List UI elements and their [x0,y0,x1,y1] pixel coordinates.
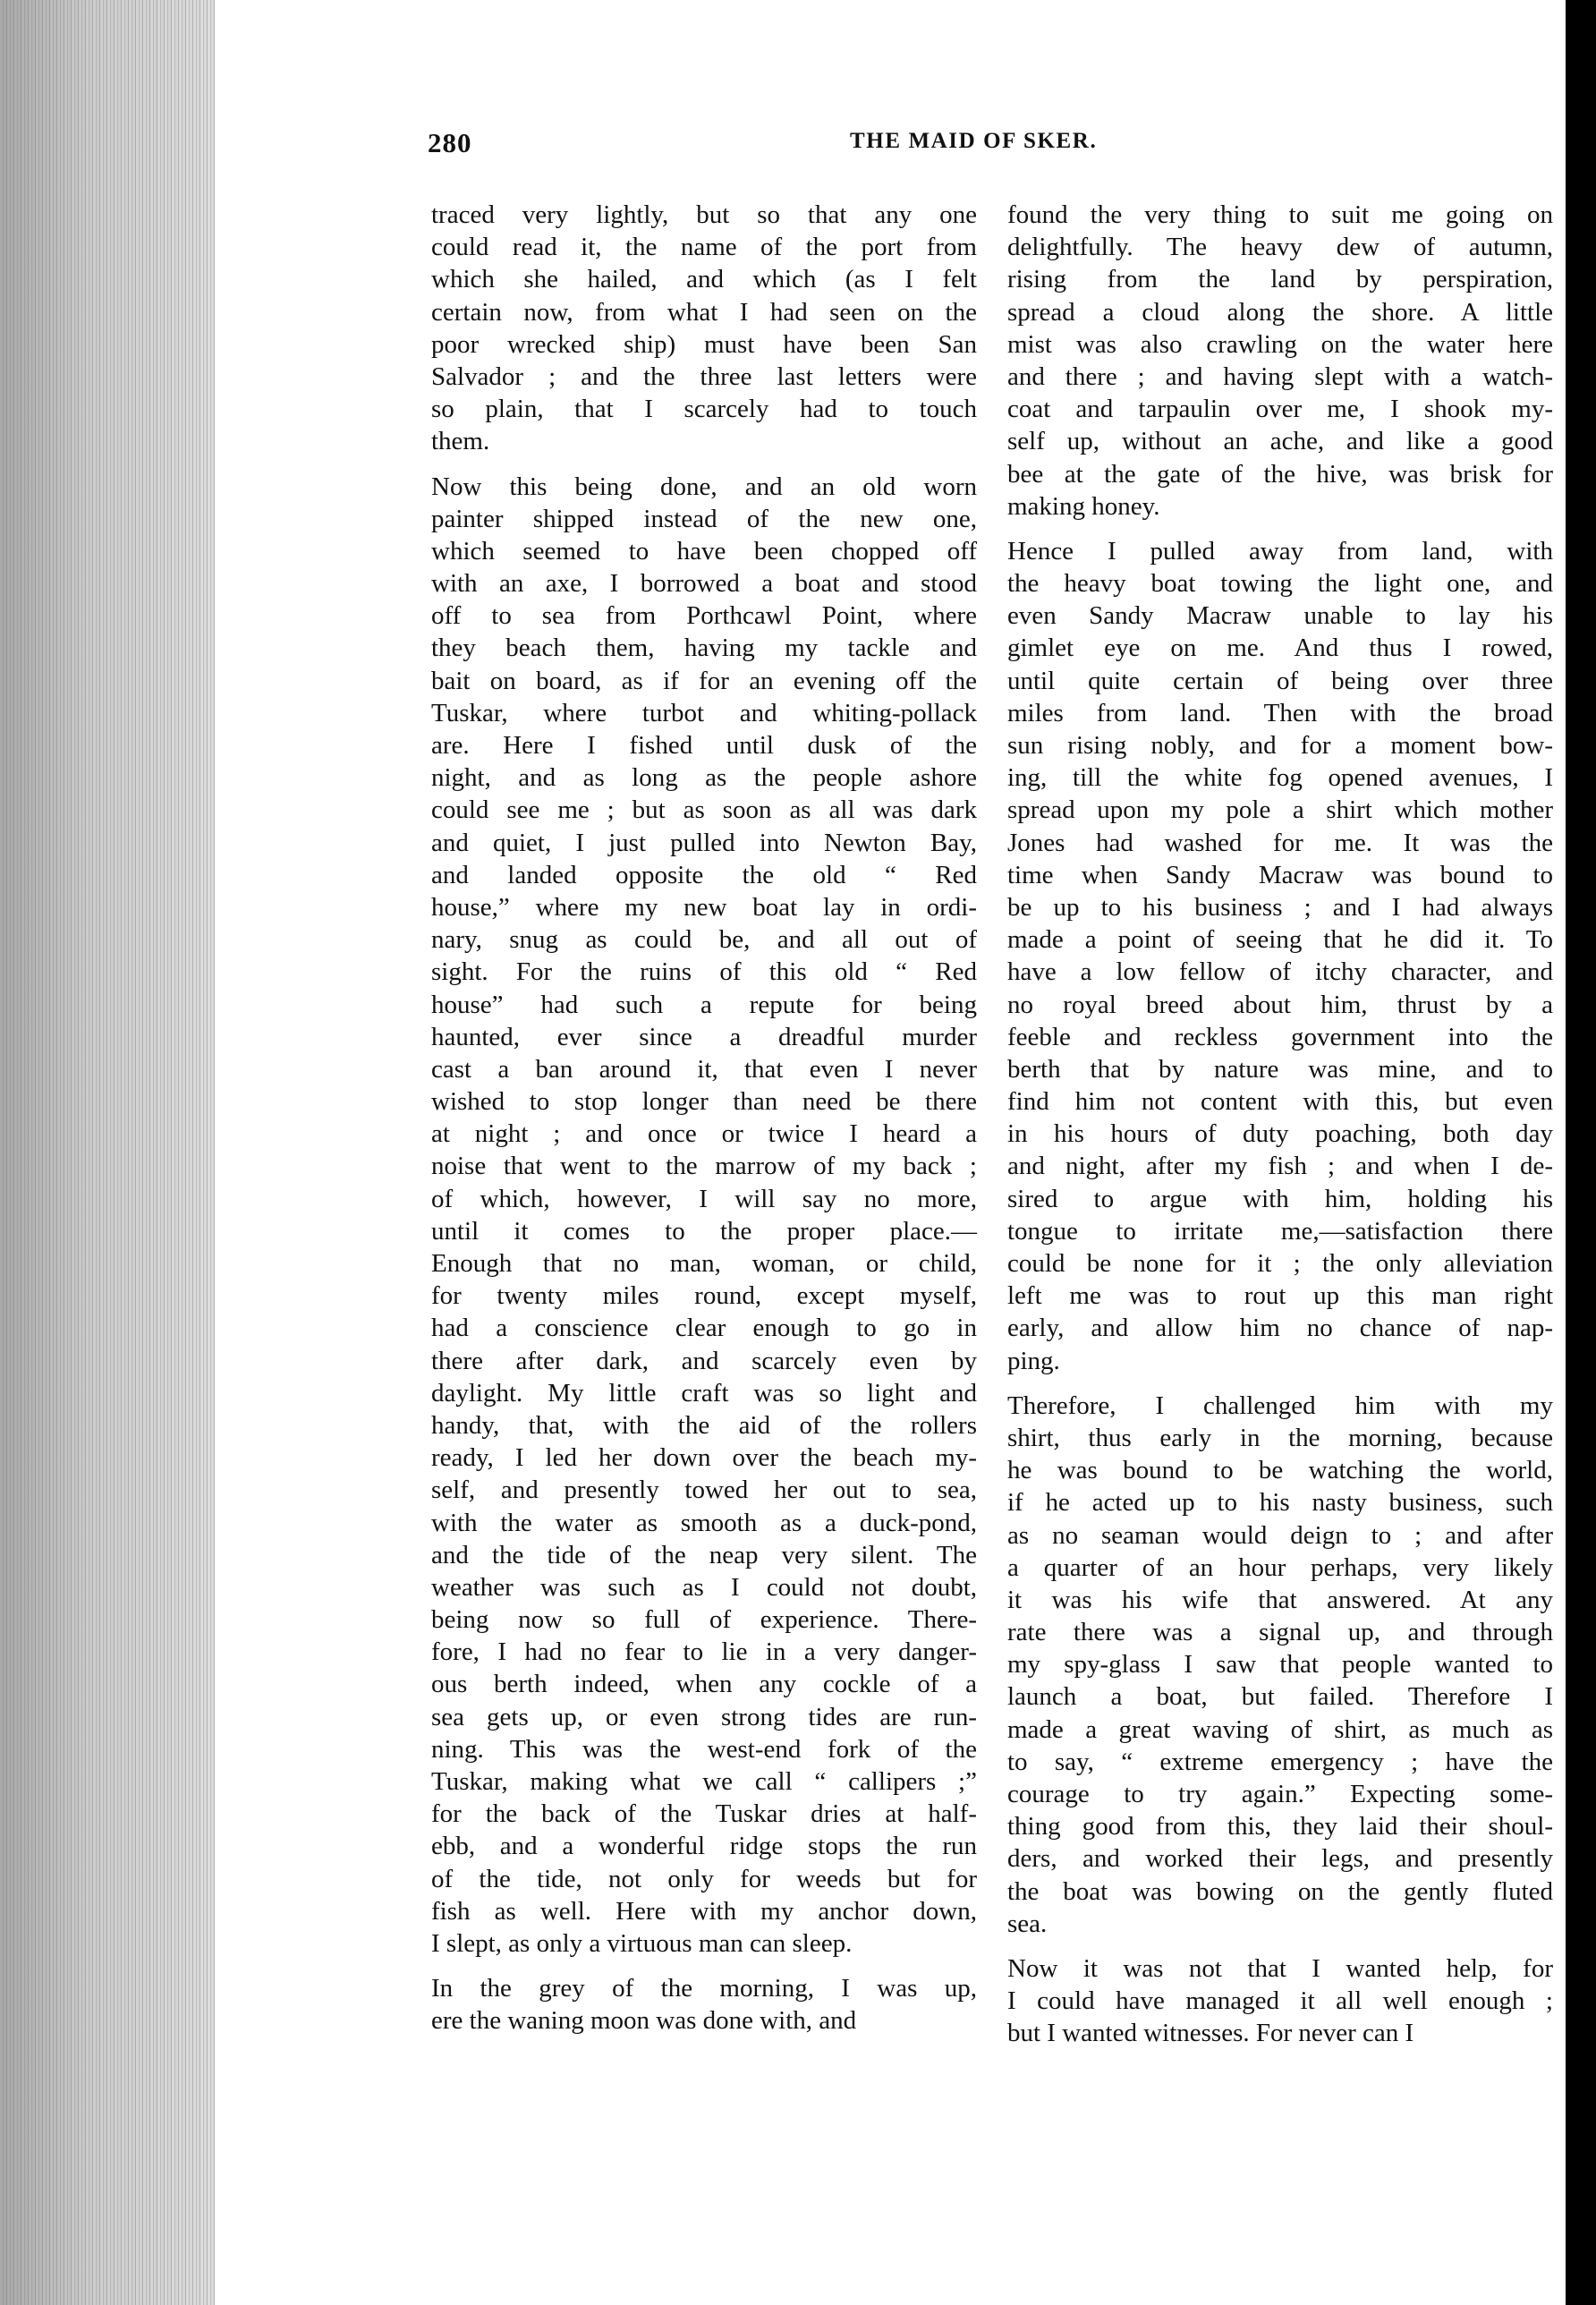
left-column [431,199,977,2037]
paragraph [431,471,977,1961]
text-line: be up to his business ; and I had always [1007,892,1553,922]
text-line: ous berth indeed, when any cockle of a [431,1670,977,1699]
text-line: rate there was a signal up, and through [1007,1618,1553,1647]
paragraph-gap [431,1960,977,1972]
text-line: sight. For the ruins of this old “ Red [431,957,977,987]
text-line: had a conscience clear enough to go in [431,1314,977,1343]
text-line: feeble and reckless government into the [1007,1022,1553,1051]
text-line: find him not content with this, but even [1007,1087,1553,1117]
paragraph-gap [431,458,977,471]
text-line: if he acted up to his nasty business, such [1007,1488,1553,1518]
text-line: the boat was bowing on the gently fluted [1007,1876,1553,1906]
text-line: sea. [1007,1909,1048,1938]
text-line: Hence I pulled away from land, with [1007,536,1553,566]
text-line: ebb, and a wonderful ridge stops the run [431,1832,977,1861]
text-line: ders, and worked their legs, and presently [1007,1844,1553,1874]
text-line: ping. [1007,1346,1060,1375]
text-line: bait on board, as if for an evening off the [431,666,977,695]
text-line: ready, I led her down over the beach my- [431,1443,977,1473]
text-line: at night ; and once or twice I heard a [431,1119,977,1149]
text-line: the heavy boat towing the light one, and [1007,569,1553,599]
text-line: sired to argue with him, holding his [1007,1184,1553,1213]
text-line: for twenty miles round, except myself, [431,1281,977,1311]
text-line: nary, snug as could be, and all out of [431,925,977,955]
gutter-shadow [0,0,224,2305]
text-line: early, and allow him no chance of nap- [1007,1314,1553,1343]
text-line: noise that went to the marrow of my back ; [431,1152,977,1181]
text-line: Now this being done, and an old worn [431,472,977,501]
text-line: certain now, from what I had seen on the [431,297,977,327]
text-line: which seemed to have been chopped off [431,536,977,566]
paragraph-gap [1007,523,1553,535]
text-line: as no seaman would deign to ; and after [1007,1520,1553,1550]
paragraph [431,1972,977,2037]
text-line: of the tide, not only for weeds but for [431,1864,977,1893]
text-line: poor wrecked ship) must have been San [431,329,977,359]
text-line: spread a cloud along the shore. A little [1007,297,1553,327]
text-line: cast a ban around it, that even I never [431,1054,977,1084]
text-line: traced very lightly, but so that any one [431,200,977,229]
text-line: which she hailed, and which (as I felt [431,265,977,294]
text-line: in his hours of duty poaching, both day [1007,1119,1553,1149]
paragraph [1007,199,1553,523]
text-line: to say, “ extreme emergency ; have the [1007,1747,1553,1776]
text-line: they beach them, having my tackle and [431,634,977,663]
text-line: Tuskar, making what we call “ callipers ;” [431,1767,977,1796]
text-line: self up, without an ache, and like a good [1007,427,1553,456]
text-line: made a point of seeing that he did it. To [1007,925,1553,955]
text-line: with the water as smooth as a duck-pond, [431,1508,977,1537]
text-line: house,” where my new boat lay in ordi- [431,892,977,922]
text-line: I could have managed it all well enough ; [1007,1986,1553,2016]
text-line: delightfully. The heavy dew of autumn, [1007,233,1553,262]
text-line: daylight. My little craft was so light and [431,1378,977,1408]
text-line: haunted, ever since a dreadful murder [431,1022,977,1051]
running-title: THE MAID OF SKER. [850,129,1098,153]
text-line: night, and as long as the people ashore [431,763,977,793]
text-line: of which, however, I will say no more, [431,1184,977,1213]
text-line: and there ; and having slept with a watch- [1007,361,1553,391]
text-line: wished to stop longer than need be there [431,1087,977,1117]
text-line: my spy-glass I saw that people wanted to [1007,1650,1553,1680]
text-line: for the back of the Tuskar dries at half- [431,1799,977,1829]
text-line: berth that by nature was mine, and to [1007,1054,1553,1084]
text-line: coat and tarpaulin over me, I shook my- [1007,395,1553,424]
text-line: and landed opposite the old “ Red [431,860,977,889]
text-line: Now it was not that I wanted help, for [1007,1953,1553,1983]
text-line: painter shipped instead of the new one, [431,504,977,533]
text-line: miles from land. Then with the broad [1007,698,1553,727]
text-line: spread upon my pole a shirt which mother [1007,795,1553,825]
text-line: courage to try again.” Expecting some- [1007,1780,1553,1808]
text-line: have a low fellow of itchy character, and [1007,957,1553,987]
text-line: fore, I had no fear to lie in a very danger- [431,1637,977,1667]
text-line: them. [431,427,490,456]
text-line: a quarter of an hour perhaps, very likely [1007,1552,1553,1582]
paragraph [1007,1390,1553,1940]
paragraph [1007,1952,1553,2050]
text-line: ning. This was the west-end fork of the [431,1734,977,1764]
text-line: fish as well. Here with my anchor down, [431,1896,977,1926]
page-number: 280 [428,127,472,158]
text-line: self, and presently towed her out to sea, [431,1476,977,1505]
text-line: rising from the land by perspiration, [1007,265,1553,294]
text-line: Tuskar, where turbot and whiting-pollack [431,698,977,727]
text-line: Enough that no man, woman, or child, [431,1249,977,1278]
text-line: could see me ; but as soon as all was dark [431,795,977,825]
text-line: gimlet eye on me. And thus I rowed, [1007,634,1553,663]
text-line: shirt, thus early in the morning, because [1007,1423,1553,1452]
text-line: off to sea from Porthcawl Point, where [431,601,977,631]
text-line: and night, after my fish ; and when I de- [1007,1152,1553,1181]
text-line: could read it, the name of the port from [431,233,977,262]
text-line: found the very thing to suit me going on [1007,200,1553,229]
text-line: ing, till the white fog opened avenues, I [1007,763,1553,793]
text-line: made a great waving of shirt, as much as [1007,1714,1553,1744]
text-line: weather was such as I could not doubt, [431,1572,977,1602]
text-line: until it comes to the proper place.— [431,1216,977,1246]
text-line: bee at the gate of the hive, was brisk for [1007,459,1553,489]
text-line: until quite certain of being over three [1007,666,1553,695]
text-line: tongue to irritate me,—satisfaction there [1007,1216,1553,1246]
text-line: there after dark, and scarcely even by [431,1346,977,1375]
paragraph [431,199,977,458]
text-line: he was bound to be watching the world, [1007,1456,1553,1485]
text-line: time when Sandy Macraw was bound to [1007,860,1553,889]
text-line: I slept, as only a virtuous man can sleep. [431,1928,853,1958]
text-line: launch a boat, but failed. Therefore I [1007,1682,1553,1712]
text-line: Jones had washed for me. It was the [1007,828,1553,857]
text-line: left me was to rout up this man right [1007,1281,1553,1311]
text-line: house” had such a repute for being [431,990,977,1019]
text-line: ere the waning moon was done with, and [431,2006,857,2036]
text-line: In the grey of the morning, I was up, [431,1974,977,2003]
text-line: even Sandy Macraw unable to lay his [1007,601,1553,631]
text-line: sun rising nobly, and for a moment bow- [1007,731,1553,760]
text-line: sea gets up, or even strong tides are run- [431,1702,977,1731]
text-line: so plain, that I scarcely had to touch [431,395,977,424]
paragraph [1007,535,1553,1377]
running-head [215,127,1566,172]
text-line: mist was also crawling on the water here [1007,329,1553,359]
right-column [1007,199,1553,2050]
text-line: thing good from this, they laid their shoul- [1007,1812,1553,1841]
text-line: Salvador ; and the three last letters were [431,361,977,391]
paragraph-gap [1007,1940,1553,1952]
text-line: making honey. [1007,491,1160,521]
text-line: with an axe, I borrowed a boat and stood [431,569,977,599]
text-line: Therefore, I challenged him with my [1007,1391,1553,1420]
text-line: could be none for it ; the only alleviation [1007,1249,1553,1278]
text-line: and quiet, I just pulled into Newton Bay, [431,828,977,857]
text-line: but I wanted witnesses. For never can I [1007,2019,1414,2048]
text-line: no royal breed about him, thrust by a [1007,990,1553,1019]
text-line: handy, that, with the aid of the rollers [431,1410,977,1440]
text-line: it was his wife that answered. At any [1007,1585,1553,1614]
text-line: and the tide of the neap very silent. The [431,1540,977,1569]
paragraph-gap [1007,1377,1553,1390]
text-line: being now so full of experience. There- [431,1605,977,1635]
text-line: are. Here I fished until dusk of the [431,731,977,760]
